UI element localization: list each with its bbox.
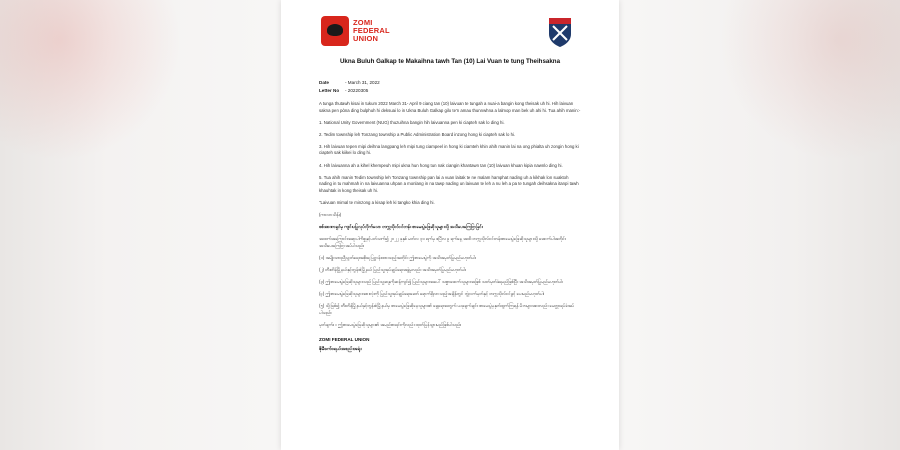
burmese-closing: မှတ်ချက်။ ။ ဤစာမေးပွဲဖြေဆိုသူများ၏ အမည်စာရင်းကိုလည်း ထုတ်ပြန်သွားမည်ဖြစ်ပါသည်။ bbox=[319, 321, 462, 327]
point-5: 5. Tua ahih manin Tedim township leh Tonzang township pan lai a vuan laitak te ne malam hamphat nading uh a kikhak lon suaktoh nading in tu mahmah in na laivuanna uhpan a monlang in na tawp nading un laivuan te leh a nu leh a pa te tungah deihsakna itanpi tawh khauhtak in kong theisak uh hi. bbox=[319, 174, 579, 193]
signature-burmese: ဇိုမီဖက်ဒရယ်အစည်းအရုံး bbox=[319, 345, 362, 351]
burmese-heading: စစ်အာဏာရှင်မှ ကျင်းပပြုလုပ်လိုက်သော တက္ကသိုလ်ဝင်တန်း စာမေးပွဲဖြေဆိုသူများသို့ အသိပေးကြေငြာခြင်း bbox=[319, 224, 483, 230]
logo-line-3: UNION bbox=[353, 34, 379, 43]
point-4: 4. Hih laivuanna ah a kihel khempeuh mipi ukna hun hong tun nak ciangin khantawn tan (10) laivuan khuan kipia nawnlo ding hi. bbox=[319, 162, 563, 168]
zfu-logo bbox=[321, 16, 390, 46]
letter-no-label: Letter No bbox=[319, 88, 340, 93]
burmese-open: (ကာလာသိန်း) bbox=[319, 212, 342, 218]
zfu-emblem-icon bbox=[321, 16, 349, 46]
document-meta bbox=[319, 79, 380, 95]
crossed-swords-shield-icon bbox=[547, 16, 573, 48]
burmese-point-5: (၅) သို့ဖြစ်၍ တီးတိန်မြို့နယ်နှင့်တွန်းဇံမြို့နယ်မှ စာမေးပွဲဖြေဆိုနေသူများ၏ ရှေ့ရေးအတွက် ယခုချက်ချင်း စာမေးပွဲမှနုတ်ထွက်ကြရန် မိဘများအားလည်း မေတ္တာရပ်ခံအပ်ပါသည်။ bbox=[319, 303, 574, 315]
burmese-point-1: (၁) အမျိုးသားညီညွတ်ရေးအစိုးရ ပြဋ္ဌာန်းထားသည့်အတိုင်း ဤစာမေးပွဲကို အသိအမှတ်ပြုမည်မဟုတ်ပါ။ bbox=[319, 254, 477, 260]
burmese-point-2: (၂) တီးတိန်မြို့နယ်နှင့်တွန်းဇံမြို့နယ် ပြည်သူ့အုပ်ချုပ်ရေးအဖွဲ့မှလည်း အသိအမှတ်ပြုမည်မဟုတ်ပါ။ bbox=[319, 267, 467, 272]
date-label: Date bbox=[319, 80, 329, 85]
intro-paragraph: A tunga thutawh kisai in tukum 2022 March 31- April 9 ciang tan (10) laivuan te tungah a nuai-a bangin kong theisak uh hi. Hih laivuan sakna pen pάna ding bulphuh hi deksuai lo in Ukna Buluh Galkap gilo te'n amau thunnwhna a lalmop man bek uh ahi hi. Tua ahih manin:- bbox=[319, 101, 581, 113]
zfu-logo-text bbox=[353, 19, 390, 43]
closing-line: "Laivuan mimal te minzong a kisap leh ki tangko khia ding hi. bbox=[319, 199, 435, 205]
document-title: Ukna Buluh Galkap te Makaihna tawh Tan (10) Lai Vuan te tung Theihsakna bbox=[339, 58, 561, 65]
point-2: 2. Tedim township leh Tonzang township a Public Administration Board inzong hong ki ciapteh sak lo hi. bbox=[319, 131, 516, 137]
burmese-point-4: (၄) ဤစာမေးပွဲဖြေဆိုသူများအားလုံးကို ပြည်သူ့အုပ်ချုပ်ရေးခေတ် ရောက်ရှိလာသည့်အချိန်တွင် ဘွဲ့လက်မှတ်နှင့် တက္ကသိုလ်ဝင်ခွင့် ပေးမည်မဟုတ်ပါ။ bbox=[319, 291, 545, 297]
logo-line-1: ZOMI bbox=[353, 18, 373, 27]
point-3: 3. Hih laivuan tepen mipi deihna langpang leh mipi tung ciampeel in hong ki ciamteh khin ahih manin lai na ong phialta uh zongin hong ki ciapteh sak kiikei lo ding hi. bbox=[319, 143, 579, 156]
burmese-point-3: (၃) ဤစာမေးပွဲဖြေဆိုသူများသည် ပြည်သူ့ဆန္ဒကိုဆန့်ကျင်၍ ပြည်သူများအပေါ် သစ္စာဖောက်သူများအဖြစ် သတ်မှတ်ခံရမည်ဖြစ်ပြီး အသိအမှတ်ပြုမည်မဟုတ်ပါ။ bbox=[319, 279, 564, 285]
signature-block bbox=[319, 335, 581, 353]
document-page bbox=[281, 0, 619, 450]
letter-no-value: - 20220305 bbox=[345, 88, 369, 93]
point-1: 1. National Unity Government (NUG) thuzuihna bangin hih laivuanna pen ki ciapteh sak lo ding hi. bbox=[319, 119, 505, 125]
date-value: - March 31, 2022 bbox=[345, 80, 380, 85]
background-left bbox=[0, 0, 280, 450]
burmese-paragraph: အထက်အကြောင်းအရာပါကိစ္စနှင့်ပတ်သက်၍ ၂၀၂၂ ခုနှစ် မတ်လ ၃၁ ရက်မှ ဧပြီလ ၉ ရက်နေ့ အထိ တက္ကသိုလ်ဝင်တန်းစာမေးပွဲဖြေဆိုသူများသို့ အောက်ပါအတိုင်း အသိပေးကြေငြာအပ်ပါသည်။ bbox=[319, 236, 566, 248]
logo-line-2: FEDERAL bbox=[353, 26, 390, 35]
background-right bbox=[620, 0, 900, 450]
document-body bbox=[319, 101, 581, 353]
signature-english: ZOMI FEDERAL UNION bbox=[319, 336, 370, 342]
burmese-section bbox=[319, 212, 581, 329]
